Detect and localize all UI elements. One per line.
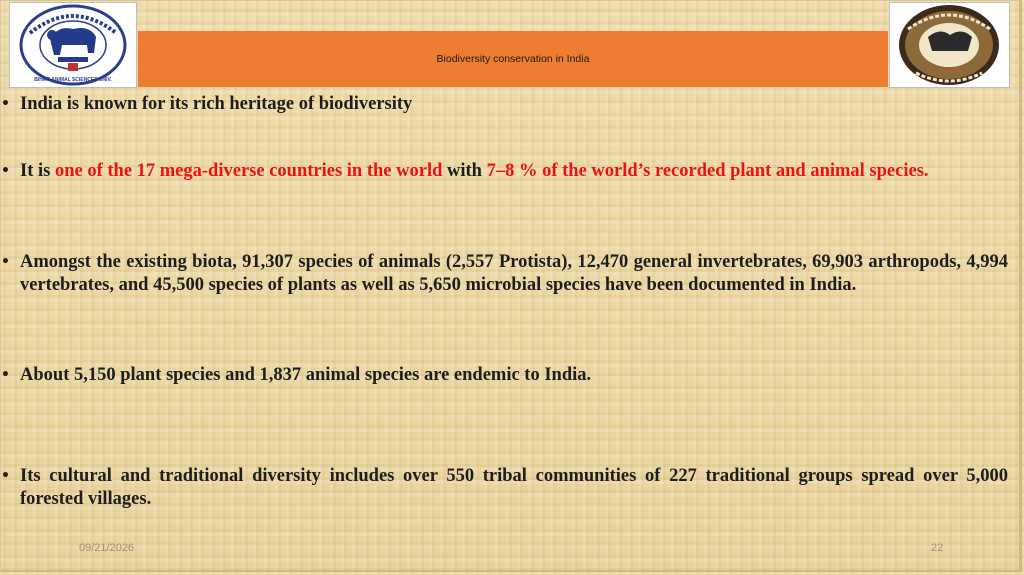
bullet-text-run: with [442,161,487,181]
veterinary-college-logo [889,2,1010,88]
slide-title: Biodiversity conservation in India [436,53,590,65]
bullet-text [20,93,1008,116]
bullet-icon: • [1,163,10,179]
bullet-icon: • [1,468,10,484]
bullet-mega-diverse [0,160,1008,183]
college-emblem-icon [890,3,1009,87]
bullet-text [20,465,1008,511]
bullet-text-run: It is [20,161,55,181]
bullet-icon: • [1,367,10,383]
bullet-text-run: About 5,150 plant species and 1,837 animal species are endemic to India. [20,365,592,385]
bullet-text-run: India is known for its rich heritage of biodiversity [20,94,413,114]
bihar-animal-sciences-university-logo [9,2,137,88]
bullet-endemic-species [0,364,1008,387]
bullet-icon: • [1,96,10,112]
bullet-existing-biota [0,251,1008,297]
bullet-text-run: Amongst the existing biota, 91,307 species of animals (2,557 Protista), 12,470 general invertebrates, 69,903 arthropods, 4,994 vertebrates, and 45,500 species of plants as well as 5,650 microbial species have been documented in India. [20,252,1008,295]
bullet-text [20,364,1008,387]
bullet-list [0,88,1016,538]
svg-text:BIHAR ANIMAL SCIENCES UNIV.: BIHAR ANIMAL SCIENCES UNIV. [34,77,112,83]
bullet-text [20,160,1008,183]
footer-date: 09/21/2026 [79,542,135,554]
bullet-icon: • [1,254,10,270]
bullet-text [20,251,1008,297]
highlighted-text: one of the 17 mega-diverse countries in the world [54,161,443,181]
highlighted-text: 7–8 % of the world’s recorded plant and animal species. [486,161,929,181]
bullet-heritage [0,93,1008,116]
title-bar [138,31,888,87]
university-emblem-icon [10,3,136,87]
page-number: 22 [931,542,944,554]
bullet-text-run: Its cultural and traditional diversity includes over 550 tribal communities of 227 traditional groups spread over 5,000 forested villages. [20,466,1008,509]
bullet-cultural-diversity [0,465,1008,511]
